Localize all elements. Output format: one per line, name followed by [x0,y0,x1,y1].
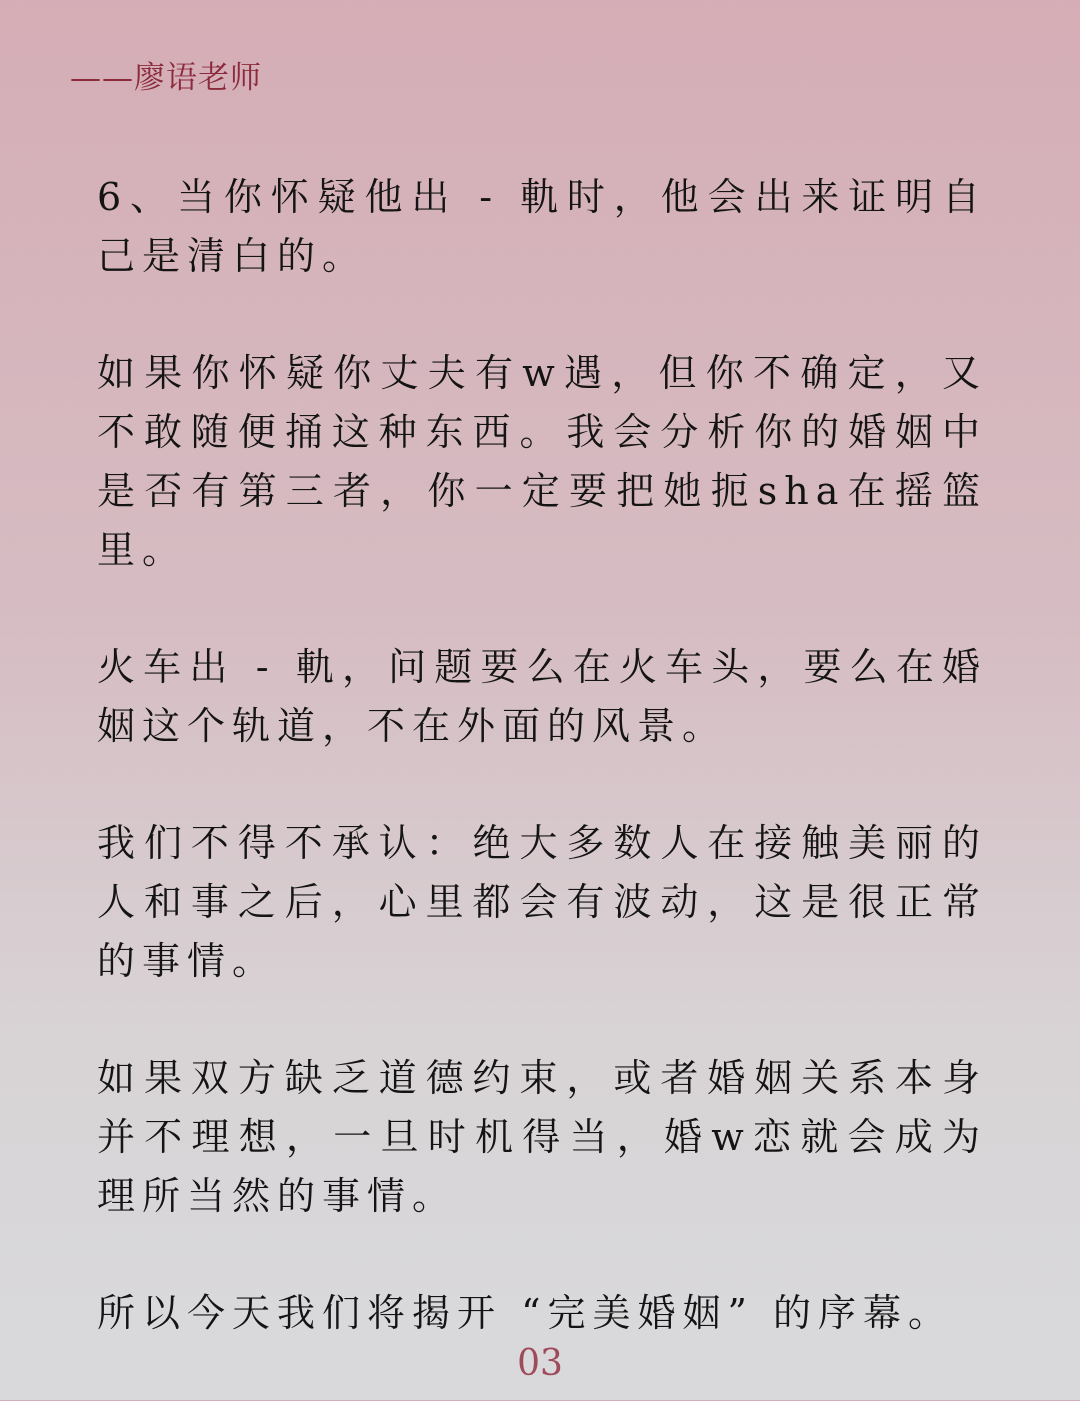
paragraph-5: 如果双方缺乏道德约束，或者婚姻关系本身并不理想，一旦时机得当，婚w恋就会成为理所当然的事情。 [97,1056,987,1218]
paragraph-6: 所以今天我们将揭开 “完美婚姻” 的序幕。 [97,1291,954,1335]
author-signature: ——廖语老师 [70,60,262,96]
article-body [97,168,987,1401]
paragraph-4: 我们不得不承认：绝大多数人在接触美丽的人和事之后，心里都会有波动，这是很正常的事情。 [97,821,987,983]
paragraph-1: 6、当你怀疑他出 - 軌时，他会出来证明自己是清白的。 [97,175,987,278]
paragraph-2: 如果你怀疑你丈夫有w遇，但你不确定，又不敢随便捅这种东西。我会分析你的婚姻中是否有第三者，你一定要把她扼sha在摇篮里。 [97,351,987,572]
paragraph-3: 火车出 - 軌，问题要么在火车头，要么在婚姻这个轨道，不在外面的风景。 [97,645,987,748]
page-number: 03 [517,1343,563,1384]
